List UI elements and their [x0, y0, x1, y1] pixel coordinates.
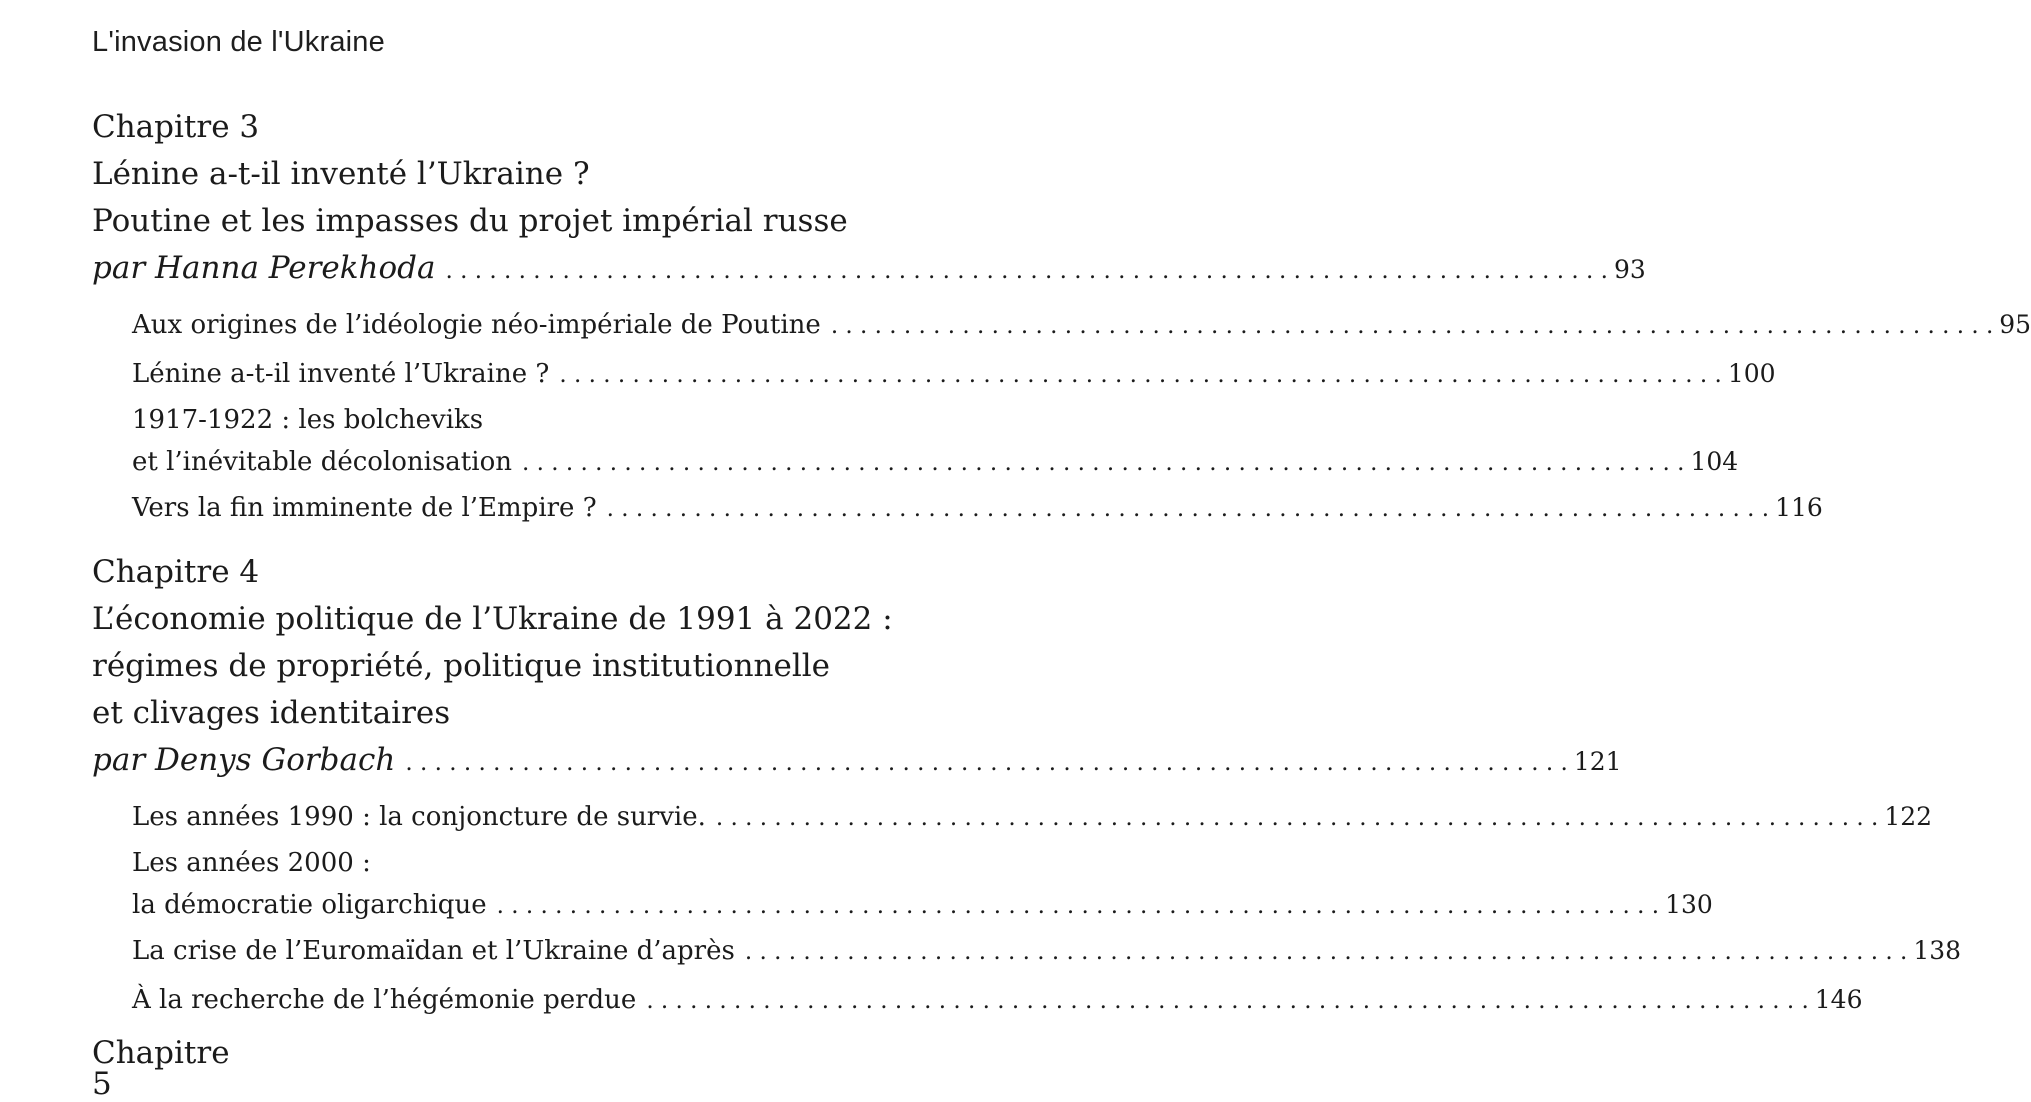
page-number: 116	[1775, 493, 1823, 522]
toc-section-entry[interactable]	[132, 350, 1776, 399]
section-title-line: la démocratie oligarchique	[132, 890, 487, 920]
chapter-author-entry[interactable]	[92, 245, 1646, 295]
toc-section-entry[interactable]	[132, 793, 1933, 842]
toc-section-entry[interactable]	[132, 484, 1823, 533]
chapter-number: Chapitre 4	[92, 554, 260, 590]
chapter-title-line: Lénine a-t-il inventé l’Ukraine ?	[92, 156, 590, 192]
section-title-line: 1917-1922 : les bolcheviks	[132, 405, 484, 435]
section-title: Lénine a-t-il inventé l’Ukraine ?	[132, 359, 550, 389]
section-list	[92, 301, 2031, 533]
chapter-number: Chapitre 5	[92, 1035, 230, 1102]
chapter-author: par Hanna Perekhoda	[92, 250, 436, 286]
page-number: 100	[1727, 359, 1776, 388]
next-chapter-cutoff	[92, 1035, 230, 1102]
section-title-line: Les années 2000 :	[132, 848, 371, 878]
page-number: 122	[1884, 802, 1933, 831]
dot-leader	[395, 740, 1573, 787]
toc-section-entry[interactable]	[132, 842, 1713, 927]
section-list	[92, 793, 1962, 1025]
chapter-3	[92, 104, 2031, 533]
chapter-4	[92, 549, 1962, 1025]
page-number: 93	[1613, 255, 1646, 284]
dot-leader	[636, 978, 1814, 1025]
section-title: Les années 1990 : la conjoncture de survie.	[132, 802, 706, 832]
dot-leader	[821, 303, 1999, 350]
section-title: Vers la fin imminente de l’Empire ?	[132, 493, 597, 523]
page-number: 138	[1913, 936, 1962, 965]
chapter-number: Chapitre 3	[92, 109, 260, 145]
page-number: 121	[1573, 747, 1622, 776]
dot-leader	[549, 352, 1727, 399]
chapter-author-entry[interactable]	[92, 737, 1622, 787]
toc-section-entry[interactable]	[132, 301, 2031, 350]
chapter-title-line: et clivages identitaires	[92, 695, 451, 731]
page-number: 95	[1999, 310, 2031, 339]
dot-leader	[735, 929, 1913, 976]
chapter-author: par Denys Gorbach	[92, 742, 396, 778]
page-number: 104	[1690, 447, 1739, 476]
page-number: 146	[1814, 985, 1863, 1014]
dot-leader	[706, 795, 1884, 842]
section-title: La crise de l’Euromaïdan et l’Ukraine d’après	[132, 936, 735, 966]
section-title-line: et l’inévitable décolonisation	[132, 447, 512, 477]
toc-section-entry[interactable]	[132, 976, 1863, 1025]
dot-leader	[597, 486, 1775, 533]
dot-leader	[436, 248, 1614, 295]
chapter-title-line: régimes de propriété, politique institutionnelle	[92, 648, 831, 684]
toc-section-entry[interactable]	[132, 927, 1962, 976]
toc-section-entry[interactable]	[132, 399, 1739, 484]
dot-leader	[487, 885, 1665, 927]
section-title: Aux origines de l’idéologie néo-impériale de Poutine	[132, 310, 821, 340]
chapter-title-line: Poutine et les impasses du projet impérial russe	[92, 203, 848, 239]
page-number: 130	[1665, 890, 1713, 919]
section-title: À la recherche de l’hégémonie perdue	[132, 985, 637, 1015]
dot-leader	[512, 442, 1690, 484]
running-head: L'invasion de l'Ukraine	[92, 26, 385, 58]
chapter-title-line: L’économie politique de l’Ukraine de 1991 à 2022 :	[92, 601, 893, 637]
